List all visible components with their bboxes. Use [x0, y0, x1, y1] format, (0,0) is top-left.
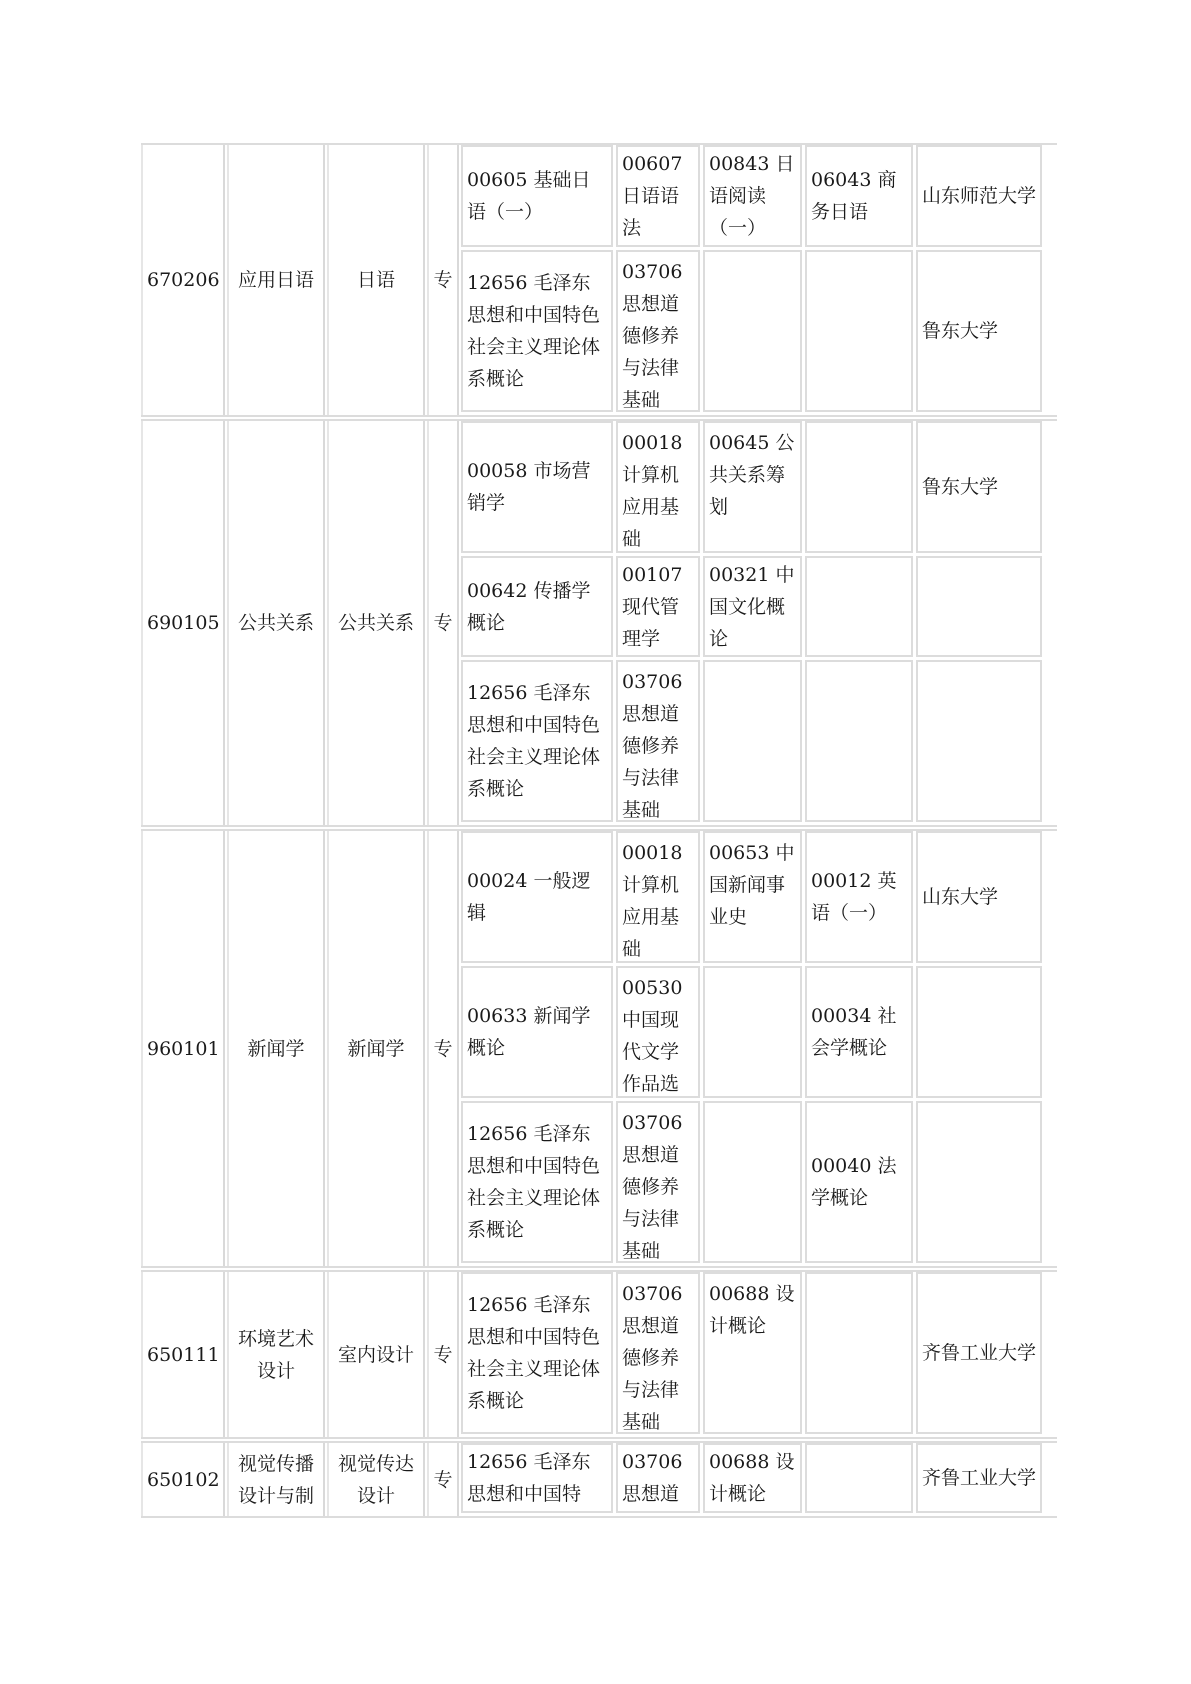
major-block: [141, 1441, 1057, 1518]
course-4-cell: [805, 660, 913, 822]
course-2-cell: 00530 中国现代文学作品选: [616, 966, 700, 1098]
course-row: [461, 1443, 1057, 1513]
major-info: [141, 1443, 461, 1516]
major-code: 670206: [141, 145, 225, 415]
course-row: [461, 1101, 1057, 1263]
course-1-cell: 00058 市场营销学: [461, 421, 613, 553]
school-cell: 鲁东大学: [916, 250, 1042, 412]
course-1-cell: 12656 毛泽东思想和中国特色社会主义理论体系概论: [461, 1272, 613, 1434]
course-1-cell: 00024 一般逻辑: [461, 831, 613, 963]
course-3-cell: 00653 中国新闻事业史: [703, 831, 802, 963]
course-row: [461, 1272, 1057, 1434]
school-cell: 齐鲁工业大学: [916, 1272, 1042, 1434]
major-info: [141, 1272, 461, 1437]
school-cell: [916, 1101, 1042, 1263]
school-cell: [916, 966, 1042, 1098]
course-3-cell: 00645 公共关系筹划: [703, 421, 802, 553]
course-3-cell: 00688 设计概论: [703, 1272, 802, 1434]
major-direction: 室内设计: [327, 1272, 425, 1437]
course-2-cell: 00607 日语语法: [616, 145, 700, 247]
course-1-cell: 12656 毛泽东思想和中国特色社会主义理论体系概论: [461, 660, 613, 822]
course-row: [461, 831, 1057, 963]
major-direction: 视觉传达设计: [327, 1443, 425, 1516]
major-info: [141, 831, 461, 1266]
course-4-cell: 00040 法学概论: [805, 1101, 913, 1263]
major-code: 650111: [141, 1272, 225, 1437]
course-row: [461, 250, 1057, 412]
course-4-cell: 06043 商务日语: [805, 145, 913, 247]
course-4-cell: [805, 421, 913, 553]
course-row: [461, 556, 1057, 657]
major-block: [141, 829, 1057, 1268]
course-3-cell: 00688 设计概论: [703, 1443, 802, 1513]
course-4-cell: [805, 250, 913, 412]
school-cell: 齐鲁工业大学: [916, 1443, 1042, 1513]
course-1-cell: 00633 新闻学概论: [461, 966, 613, 1098]
major-block: [141, 143, 1057, 417]
course-4-cell: [805, 1443, 913, 1513]
course-4-cell: 00012 英语（一）: [805, 831, 913, 963]
course-2-cell: 03706 思想道德修养与法律基础: [616, 660, 700, 822]
course-2-cell: 03706 思想道德修养与法律基础: [616, 1272, 700, 1434]
course-3-cell: 00843 日语阅读（一）: [703, 145, 802, 247]
major-code: 960101: [141, 831, 225, 1266]
major-name: 视觉传播设计与制: [227, 1443, 325, 1516]
major-level: 专: [427, 831, 459, 1266]
course-2-cell: 03706 思想道: [616, 1443, 700, 1513]
course-3-cell: [703, 1101, 802, 1263]
course-row: [461, 660, 1057, 822]
major-name: 新闻学: [227, 831, 325, 1266]
course-4-cell: 00034 社会学概论: [805, 966, 913, 1098]
major-block: [141, 1270, 1057, 1439]
course-2-cell: 03706 思想道德修养与法律基础: [616, 250, 700, 412]
major-name: 环境艺术设计: [227, 1272, 325, 1437]
major-level: 专: [427, 421, 459, 825]
major-level: 专: [427, 1443, 459, 1516]
school-cell: 山东师范大学: [916, 145, 1042, 247]
course-1-cell: 12656 毛泽东思想和中国特色社会主义理论体系概论: [461, 1101, 613, 1263]
course-row: [461, 145, 1057, 247]
course-2-cell: 03706 思想道德修养与法律基础: [616, 1101, 700, 1263]
course-2-cell: 00107 现代管理学: [616, 556, 700, 657]
course-row: [461, 966, 1057, 1098]
major-name: 应用日语: [227, 145, 325, 415]
major-level: 专: [427, 145, 459, 415]
school-cell: 山东大学: [916, 831, 1042, 963]
course-1-cell: 12656 毛泽东思想和中国特: [461, 1443, 613, 1513]
major-direction: 新闻学: [327, 831, 425, 1266]
course-1-cell: 00605 基础日语（一）: [461, 145, 613, 247]
school-cell: [916, 660, 1042, 822]
course-2-cell: 00018 计算机应用基础: [616, 831, 700, 963]
major-name: 公共关系: [227, 421, 325, 825]
major-block: [141, 419, 1057, 827]
course-row: [461, 421, 1057, 553]
school-cell: [916, 556, 1042, 657]
major-info: [141, 145, 461, 415]
course-3-cell: 00321 中国文化概论: [703, 556, 802, 657]
major-direction: 日语: [327, 145, 425, 415]
school-cell: 鲁东大学: [916, 421, 1042, 553]
course-1-cell: 00642 传播学概论: [461, 556, 613, 657]
course-3-cell: [703, 660, 802, 822]
major-code: 650102: [141, 1443, 225, 1516]
course-4-cell: [805, 1272, 913, 1434]
course-3-cell: [703, 966, 802, 1098]
course-3-cell: [703, 250, 802, 412]
course-4-cell: [805, 556, 913, 657]
major-info: [141, 421, 461, 825]
major-code: 690105: [141, 421, 225, 825]
course-2-cell: 00018 计算机应用基础: [616, 421, 700, 553]
major-level: 专: [427, 1272, 459, 1437]
course-1-cell: 12656 毛泽东思想和中国特色社会主义理论体系概论: [461, 250, 613, 412]
course-table: [141, 143, 1057, 1520]
major-direction: 公共关系: [327, 421, 425, 825]
